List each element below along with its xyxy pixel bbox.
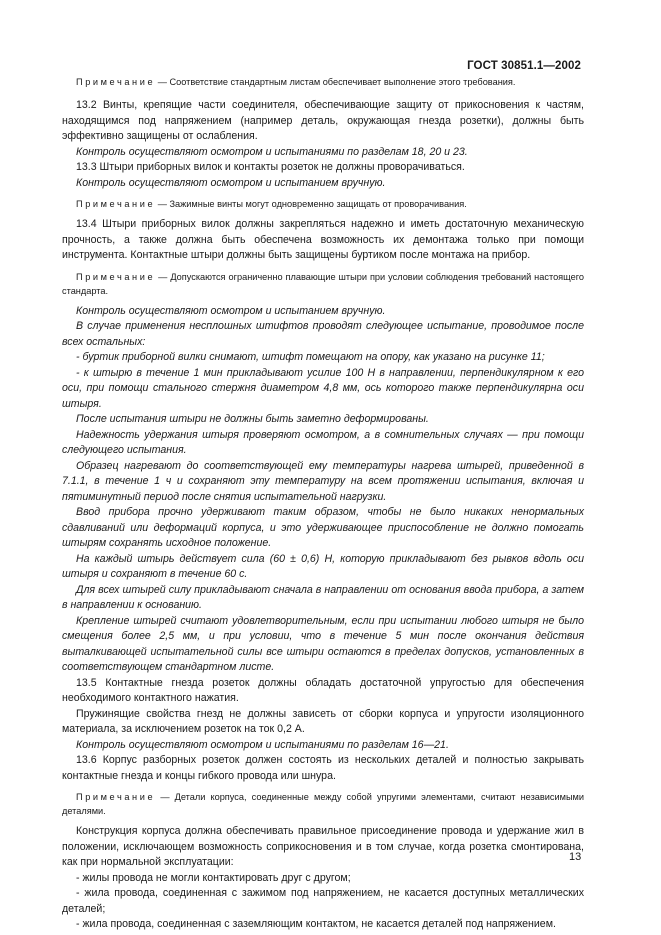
- clause-13-4: 13.4 Штыри приборных вилок должны закрепляться надежно и иметь достаточную механическую прочность, а также должна быть обеспечена возможность их демонтажа только при помощи инструмента. Контактные штыри должны быть защищены буртиком после монтажа на прибор.: [62, 218, 584, 261]
- list-item: - жилы провода не могли контактировать друг с другом;: [76, 871, 351, 884]
- standard-header: ГОСТ 30851.1—2002: [467, 60, 581, 72]
- control-text: Контроль осуществляют осмотром и испытанием вручную.: [76, 176, 386, 189]
- control-text: Контроль осуществляют осмотром и испытанием вручную.: [76, 304, 386, 317]
- clause-13-2: 13.2 Винты, крепящие части соединителя, обеспечивающие защиту от прикосновения к частям, находящимся под напряжением (например деталь, окружающая гнезда розетки), должны быть эффективно защищены от ослабления.: [62, 99, 584, 142]
- test-text: Образец нагревают до соответствующей ему температуры нагрева штырей, приведенной в 7.1.1, в течение 1 ч и сохраняют эту температуру на всем протяжении испытания, включая и пятиминутный период после снятия испытательной нагрузки.: [62, 459, 584, 503]
- note-label: Примечание: [76, 77, 156, 87]
- note-3: Примечание — Допускаются ограниченно плавающие штыри при условии соблюдения требований настоящего стандарта.: [62, 271, 584, 296]
- note-label: Примечание: [76, 271, 156, 282]
- clause-13-6: 13.6 Корпус разборных розеток должен состоять из нескольких деталей и полностью закрывать контактные гнезда и концы гибкого провода или шнура.: [62, 754, 584, 782]
- note-1: Примечание — Соответствие стандартным листам обеспечивает выполнение этого требования.: [76, 77, 516, 87]
- document-body: [62, 75, 584, 933]
- test-intro: В случае применения несплошных штифтов проводят следующее испытание, проводимое после всех остальных:: [62, 320, 584, 348]
- test-text: Ввод прибора прочно удерживают таким образом, чтобы не было никаких ненормальных сдавливаний или деформаций корпуса, и это удерживающее приспособление не должно помогать штырям сохранять исходное положение.: [62, 506, 584, 549]
- test-text: На каждый штырь действует сила (60 ± 0,6) Н, которую прикладывают без рывков вдоль оси штыря и сохраняют в течение 60 с.: [62, 552, 584, 580]
- test-step: - к штырю в течение 1 мин прикладывают усилие 100 Н в направлении, перпендикулярном к его оси, при помощи стального стержня диаметром 4,8 мм, ось которого также перпендикулярна оси штыря.: [62, 366, 584, 410]
- page-number: 13: [569, 851, 582, 863]
- clause-13-5: 13.5 Контактные гнезда розеток должны обладать достаточной упругостью для обеспечения необходимого контактного нажатия.: [62, 676, 584, 704]
- clause-13-3: 13.3 Штыри приборных вилок и контакты розеток не должны проворачиваться.: [76, 161, 465, 173]
- note-4: Примечание — Детали корпуса, соединенные между собой упругими элементами, считают независимыми деталями.: [62, 792, 584, 816]
- note-label: Примечание: [76, 792, 156, 802]
- note-2: Примечание — Зажимные винты могут одновременно защищать от проворачивания.: [76, 199, 467, 209]
- list-item: - жила провода, соединенная с заземляющим контактом, не касается деталей под напряжением.: [76, 918, 556, 930]
- clause-text: Конструкция корпуса должна обеспечивать правильное присоединение провода и удержание жил в положении, исключающем возможность соприкосновения и в том случае, когда розетка смонтирована, как при нормальной эксплуатации:: [62, 825, 584, 868]
- test-text: Надежность удержания штыря проверяют осмотром, а в сомнительных случаях — при помощи следующего испытания.: [62, 428, 584, 456]
- test-text: После испытания штыри не должны быть заметно деформированы.: [76, 413, 429, 425]
- clause-text: Пружинящие свойства гнезд не должны зависеть от сборки корпуса и упругости изоляционного материала, за исключением розеток на ток 0,2 А.: [62, 707, 584, 735]
- test-text: Для всех штырей силу прикладывают сначала в направлении от основания ввода прибора, а затем в направлении к основанию.: [62, 583, 584, 611]
- control-text: Контроль осуществляют осмотром и испытаниями по разделам 16—21.: [76, 738, 449, 751]
- test-text: Крепление штырей считают удовлетворительным, если при испытании любого штыря не было смещения более 2,5 мм, и при условии, что в течение 5 мин после окончания действия выталкивающей испытательной силы все штыри остаются в пределах допусков, установленных в соответствующем стандартном листе.: [62, 614, 584, 673]
- note-label: Примечание: [76, 199, 156, 209]
- test-step: - буртик приборной вилки снимают, штифт помещают на опору, как указано на рисунке 11;: [76, 351, 545, 363]
- control-text: Контроль осуществляют осмотром и испытаниями по разделам 18, 20 и 23.: [76, 145, 468, 158]
- list-item: - жила провода, соединенная с зажимом под напряжением, не касается доступных металлических деталей;: [62, 887, 584, 915]
